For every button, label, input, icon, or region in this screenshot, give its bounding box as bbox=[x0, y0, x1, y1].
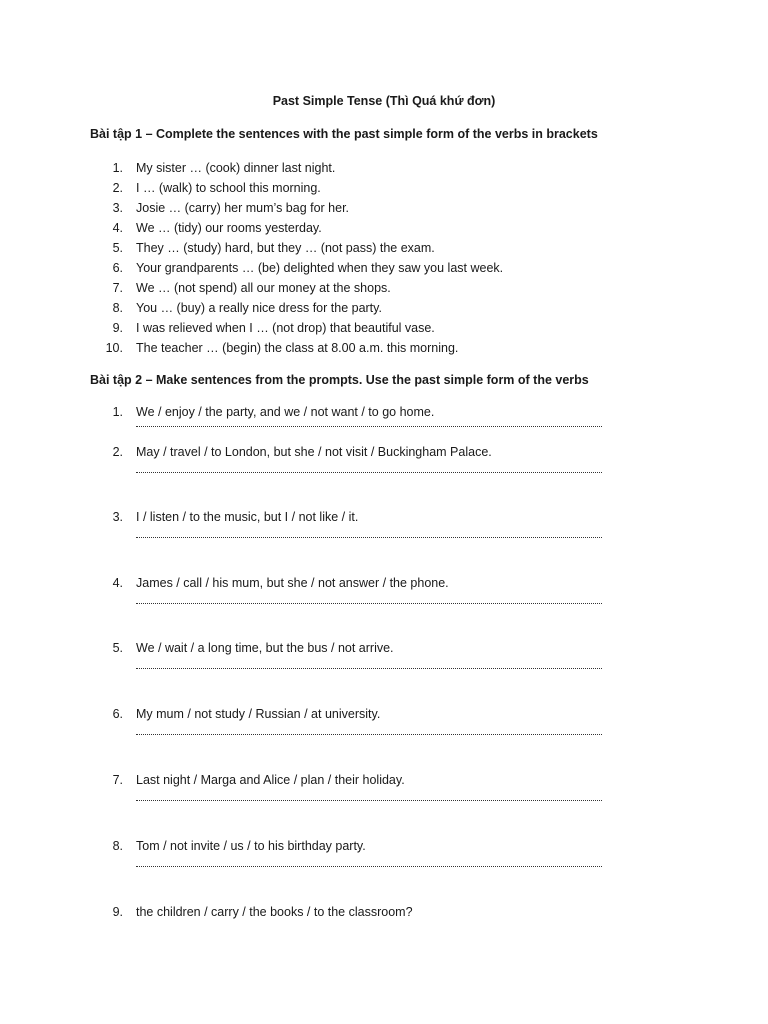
item-prompt: James / call / his mum, but she / not answer / the phone. bbox=[136, 576, 449, 590]
item-sentence: We … (tidy) our rooms yesterday. bbox=[136, 221, 322, 235]
item-number: 6. bbox=[112, 261, 123, 275]
item-number: 8. bbox=[112, 301, 123, 315]
item-sentence: The teacher … (begin) the class at 8.00 a.m. this morning. bbox=[136, 341, 459, 355]
exercise-1-heading: Bài tập 1 – Complete the sentences with the past simple form of the verbs in brackets bbox=[90, 127, 598, 141]
exercise-2-heading: Bài tập 2 – Make sentences from the prompts. Use the past simple form of the verbs bbox=[90, 373, 589, 387]
item-sentence: We … (not spend) all our money at the shops. bbox=[136, 281, 391, 295]
exercise-1-item bbox=[0, 300, 768, 320]
exercise-2-item bbox=[0, 707, 768, 773]
item-number: 6. bbox=[112, 707, 123, 721]
answer-line[interactable] bbox=[136, 536, 602, 538]
exercise-2-item bbox=[0, 641, 768, 707]
item-number: 8. bbox=[112, 839, 123, 853]
item-sentence: Your grandparents … (be) delighted when they saw you last week. bbox=[136, 261, 504, 275]
item-number: 5. bbox=[112, 241, 123, 255]
item-sentence: I … (walk) to school this morning. bbox=[136, 181, 321, 195]
exercise-1-item bbox=[0, 180, 768, 200]
exercise-1-item bbox=[0, 160, 768, 180]
exercise-1-item bbox=[0, 280, 768, 300]
item-prompt: We / wait / a long time, but the bus / not arrive. bbox=[136, 641, 394, 655]
item-sentence: You … (buy) a really nice dress for the party. bbox=[136, 301, 382, 315]
item-number: 2. bbox=[112, 181, 123, 195]
item-sentence: I was relieved when I … (not drop) that beautiful vase. bbox=[136, 321, 435, 335]
item-sentence: They … (study) hard, but they … (not pass) the exam. bbox=[136, 241, 435, 255]
exercise-2-item bbox=[0, 445, 768, 510]
item-number: 2. bbox=[112, 445, 123, 459]
exercise-1-item bbox=[0, 220, 768, 240]
item-number: 10. bbox=[105, 341, 123, 355]
item-number: 1. bbox=[112, 405, 123, 419]
answer-line[interactable] bbox=[136, 471, 602, 473]
exercise-2-item bbox=[0, 839, 768, 905]
item-number: 4. bbox=[112, 221, 123, 235]
item-number: 3. bbox=[112, 510, 123, 524]
exercise-2-item bbox=[0, 576, 768, 641]
item-number: 4. bbox=[112, 576, 123, 590]
exercise-1-item bbox=[0, 260, 768, 280]
answer-line[interactable] bbox=[136, 667, 602, 669]
exercise-2-item bbox=[0, 405, 768, 445]
exercise-1-item bbox=[0, 340, 768, 360]
exercise-1-list bbox=[0, 160, 768, 360]
exercise-1-item bbox=[0, 200, 768, 220]
item-sentence: My sister … (cook) dinner last night. bbox=[136, 161, 336, 175]
item-number: 9. bbox=[112, 905, 123, 919]
answer-line[interactable] bbox=[136, 425, 602, 427]
item-prompt: I / listen / to the music, but I / not like / it. bbox=[136, 510, 359, 524]
item-prompt: Last night / Marga and Alice / plan / their holiday. bbox=[136, 773, 405, 787]
item-number: 3. bbox=[112, 201, 123, 215]
exercise-2-item bbox=[0, 773, 768, 839]
item-prompt: We / enjoy / the party, and we / not want / to go home. bbox=[136, 405, 435, 419]
answer-line[interactable] bbox=[136, 865, 602, 867]
item-number: 7. bbox=[112, 773, 123, 787]
answer-line[interactable] bbox=[136, 602, 602, 604]
item-prompt: My mum / not study / Russian / at university. bbox=[136, 707, 381, 721]
item-number: 1. bbox=[112, 161, 123, 175]
exercise-2-item bbox=[0, 905, 768, 935]
item-sentence: Josie … (carry) her mum’s bag for her. bbox=[136, 201, 350, 215]
item-prompt: Tom / not invite / us / to his birthday party. bbox=[136, 839, 366, 853]
page-title: Past Simple Tense (Thì Quá khứ đơn) bbox=[272, 94, 496, 108]
item-number: 9. bbox=[112, 321, 123, 335]
answer-line[interactable] bbox=[136, 733, 602, 735]
item-number: 7. bbox=[112, 281, 123, 295]
exercise-1-item bbox=[0, 320, 768, 340]
exercise-1-item bbox=[0, 240, 768, 260]
exercise-2-item bbox=[0, 510, 768, 576]
item-prompt: the children / carry / the books / to the classroom? bbox=[136, 905, 413, 919]
exercise-2-list bbox=[0, 405, 768, 935]
item-prompt: May / travel / to London, but she / not visit / Buckingham Palace. bbox=[136, 445, 492, 459]
answer-line[interactable] bbox=[136, 799, 602, 801]
item-number: 5. bbox=[112, 641, 123, 655]
